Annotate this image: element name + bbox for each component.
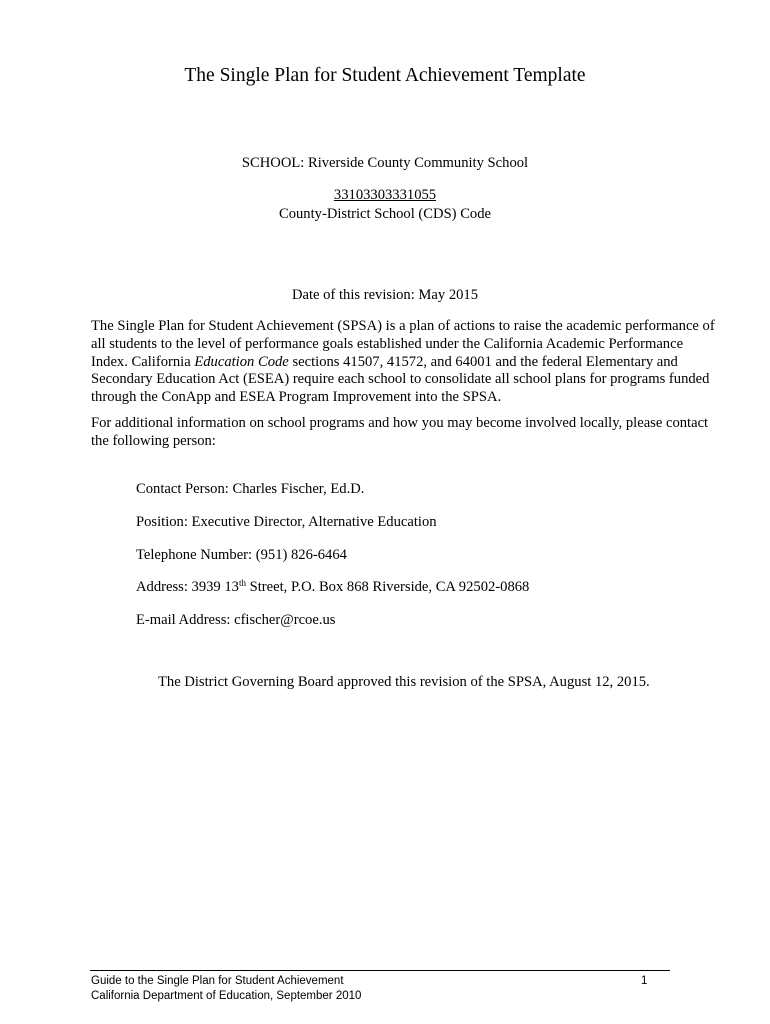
- contact-person: Contact Person: Charles Fischer, Ed.D.: [136, 481, 365, 497]
- revision-date: Date of this revision: May 2015: [291, 287, 479, 303]
- intro-line-text: sections 41507, 41572, and 64001 and the federal Elementary and: [288, 353, 678, 370]
- footer-guide-title: Guide to the Single Plan for Student Achievement: [91, 975, 344, 987]
- intro-line-text: Index. California: [91, 353, 195, 370]
- contact-email: E-mail Address: cfischer@rcoe.us: [136, 612, 336, 628]
- footer-publisher: California Department of Education, September 2010: [91, 990, 362, 1002]
- document-title: The Single Plan for Student Achievement Template: [184, 65, 586, 86]
- cds-code: [0, 186, 770, 204]
- board-approval-statement: The District Governing Board approved this revision of the SPSA, August 12, 2015.: [158, 674, 650, 690]
- education-code-reference: Education Code: [194, 353, 289, 370]
- cds-code-label: County-District School (CDS) Code: [278, 206, 491, 222]
- intro-line: [91, 354, 691, 372]
- intro-line: all students to the level of performance goals established under the California Academic Performance: [91, 335, 684, 352]
- intro-paragraph: [91, 318, 715, 407]
- contact-address: [136, 578, 529, 596]
- intro-line: The Single Plan for Student Achievement (SPSA) is a plan of actions to raise the academic performance of: [91, 318, 715, 334]
- cds-code-value: 33103303331055: [333, 187, 437, 203]
- page-number: 1: [641, 975, 648, 987]
- address-ordinal-suffix: th: [238, 578, 246, 588]
- address-text: Address: 3939 13: [136, 579, 239, 595]
- address-text: Street, P.O. Box 868 Riverside, CA 92502-0868: [245, 579, 530, 595]
- additional-info-paragraph: [91, 415, 709, 451]
- additional-info-line: the following person:: [91, 432, 216, 449]
- contact-position: Position: Executive Director, Alternative Education: [136, 514, 437, 530]
- school-name: SCHOOL: Riverside County Community School: [241, 155, 529, 171]
- footer-divider: [90, 970, 670, 971]
- contact-telephone: Telephone Number: (951) 826-6464: [136, 547, 347, 563]
- intro-line: through the ConApp and ESEA Program Improvement into the SPSA.: [91, 389, 502, 406]
- intro-line: Secondary Education Act (ESEA) require each school to consolidate all school plans for programs funded: [91, 371, 710, 388]
- additional-info-line: For additional information on school programs and how you may become involved locally, please contact: [91, 415, 709, 431]
